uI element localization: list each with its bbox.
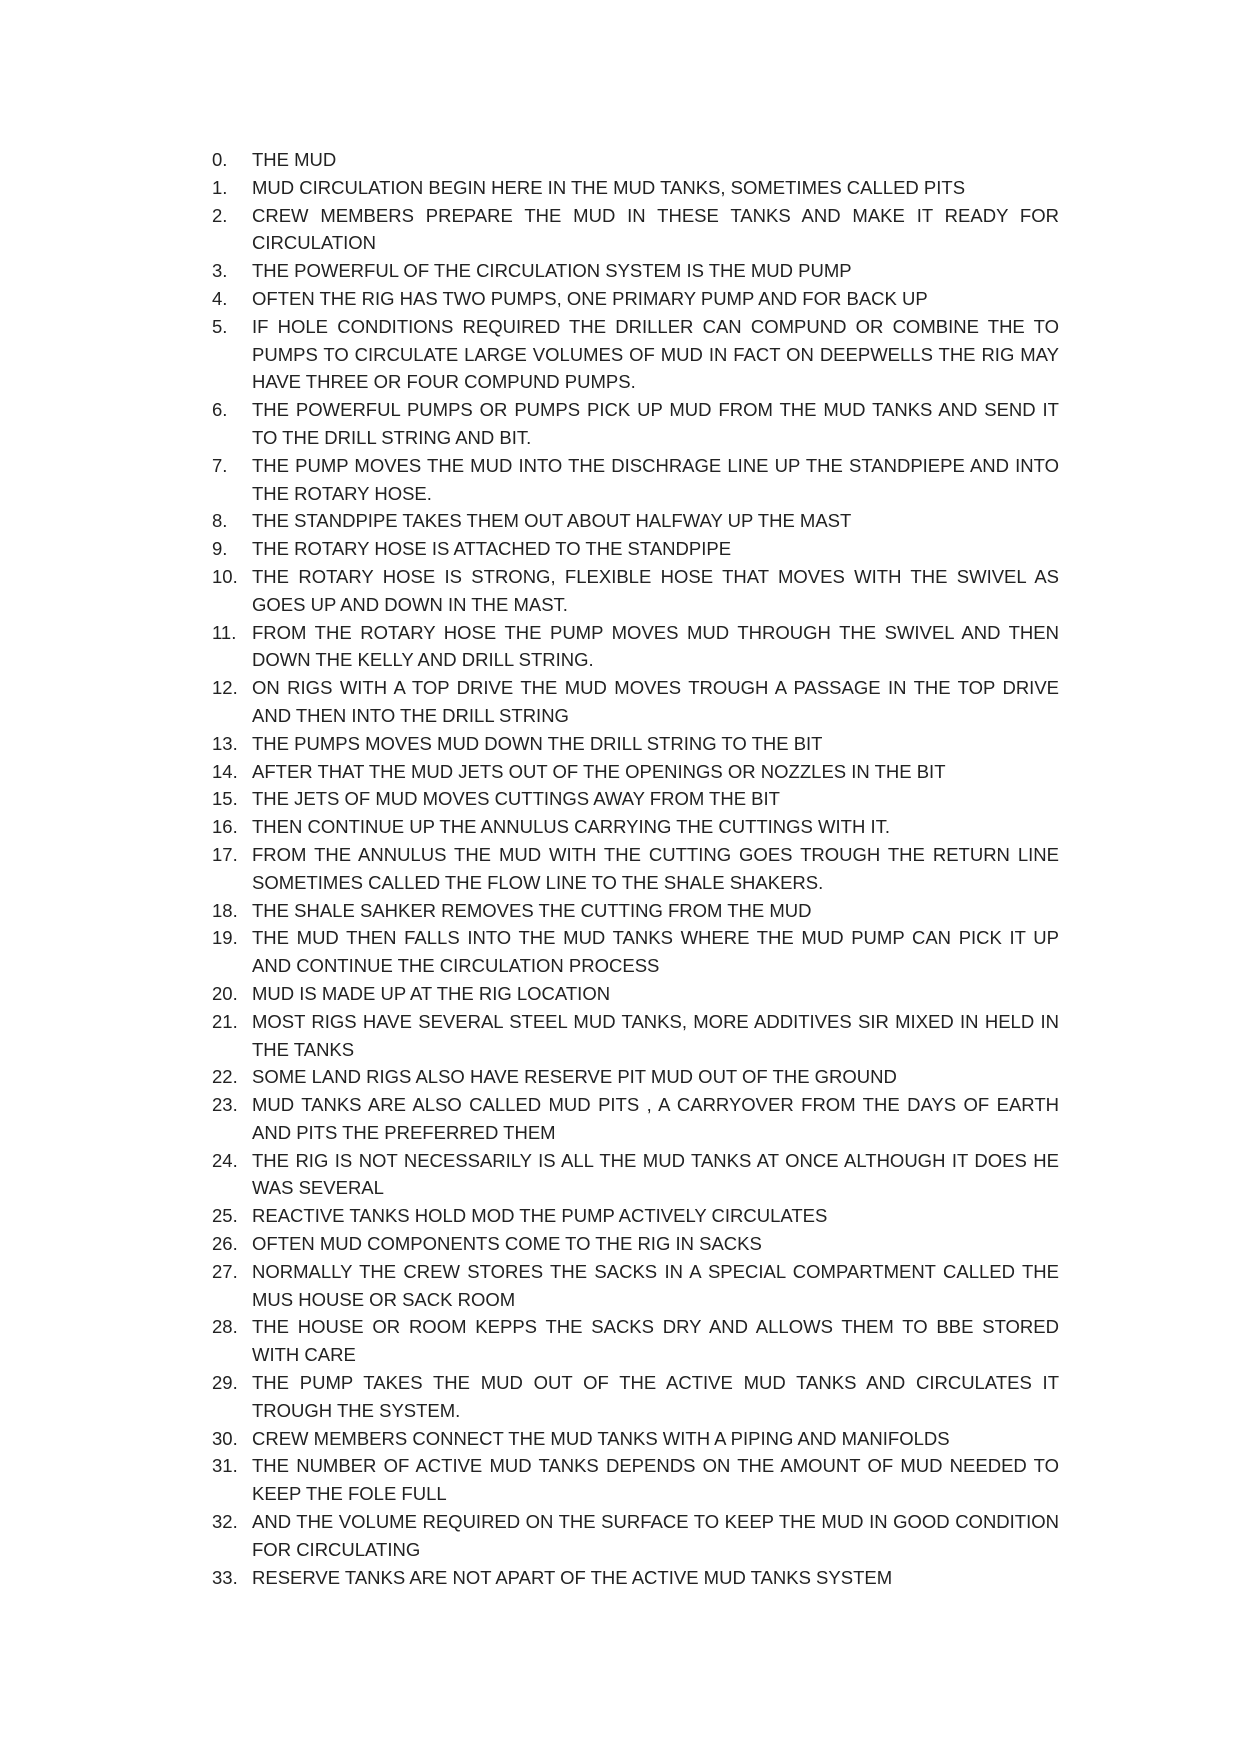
item-text: THE RIG IS NOT NECESSARILY IS ALL THE MUD TANKS AT ONCE ALTHOUGH IT DOES HE WAS SEVERAL <box>252 1149 1059 1199</box>
item-text: THE NUMBER OF ACTIVE MUD TANKS DEPENDS ON THE AMOUNT OF MUD NEEDED TO KEEP THE FOLE FULL <box>252 1455 1059 1505</box>
item-text: THE STANDPIPE TAKES THEM OUT ABOUT HALFWAY UP THE MAST <box>252 510 852 532</box>
list-item <box>212 535 1059 563</box>
item-text: THE ROTARY HOSE IS ATTACHED TO THE STANDPIPE <box>252 538 732 560</box>
numbered-list <box>212 146 1059 1591</box>
list-item <box>212 1008 1059 1064</box>
item-number: 25. <box>212 1205 238 1227</box>
list-item <box>212 1147 1059 1203</box>
item-number: 4. <box>212 287 228 309</box>
list-item <box>212 202 1059 258</box>
list-item <box>212 924 1059 980</box>
list-item <box>212 813 1059 841</box>
item-text: THE ROTARY HOSE IS STRONG, FLEXIBLE HOSE THAT MOVES WITH THE SWIVEL AS GOES UP AND DOWN IN THE MAST. <box>252 565 1059 615</box>
item-number: 2. <box>212 204 228 226</box>
item-number: 28. <box>212 1316 238 1338</box>
item-text: THE POWERFUL PUMPS OR PUMPS PICK UP MUD FROM THE MUD TANKS AND SEND IT TO THE DRILL STRING AND BIT. <box>252 399 1059 448</box>
list-item <box>212 1452 1059 1508</box>
item-number: 23. <box>212 1094 238 1116</box>
item-number: 11. <box>212 621 237 643</box>
item-number: 26. <box>212 1233 238 1255</box>
list-item <box>212 619 1059 675</box>
item-number: 33. <box>212 1566 238 1588</box>
item-number: 8. <box>212 510 228 532</box>
item-text: OFTEN MUD COMPONENTS COME TO THE RIG IN SACKS <box>252 1233 762 1255</box>
list-item <box>212 758 1059 786</box>
item-text: THE PUMP TAKES THE MUD OUT OF THE ACTIVE MUD TANKS AND CIRCULATES IT TROUGH THE SYSTEM. <box>252 1372 1059 1421</box>
item-number: 7. <box>212 454 228 476</box>
item-text: OFTEN THE RIG HAS TWO PUMPS, ONE PRIMARY PUMP AND FOR BACK UP <box>252 287 928 309</box>
item-text: THE POWERFUL OF THE CIRCULATION SYSTEM IS THE MUD PUMP <box>252 260 852 282</box>
list-item <box>212 1091 1059 1147</box>
item-text: CREW MEMBERS CONNECT THE MUD TANKS WITH A PIPING AND MANIFOLDS <box>252 1427 950 1449</box>
item-text: MOST RIGS HAVE SEVERAL STEEL MUD TANKS, MORE ADDITIVES SIR MIXED IN HELD IN THE TANKS <box>252 1010 1059 1060</box>
list-item <box>212 1258 1059 1314</box>
list-item <box>212 1230 1059 1258</box>
item-number: 3. <box>212 260 228 282</box>
item-number: 29. <box>212 1372 238 1394</box>
list-item <box>212 507 1059 535</box>
item-number: 14. <box>212 760 238 782</box>
list-item <box>212 730 1059 758</box>
list-item <box>212 980 1059 1008</box>
list-item <box>212 563 1059 619</box>
item-number: 5. <box>212 315 228 337</box>
item-number: 32. <box>212 1511 238 1533</box>
item-number: 19. <box>212 927 238 949</box>
item-text: ON RIGS WITH A TOP DRIVE THE MUD MOVES TROUGH A PASSAGE IN THE TOP DRIVE AND THEN INTO THE DRILL STRING <box>252 677 1059 726</box>
item-text: MUD TANKS ARE ALSO CALLED MUD PITS , A CARRYOVER FROM THE DAYS OF EARTH AND PITS THE PREFERRED THEM <box>252 1094 1059 1143</box>
list-item <box>212 1369 1059 1425</box>
item-text: FROM THE ANNULUS THE MUD WITH THE CUTTING GOES TROUGH THE RETURN LINE SOMETIMES CALLED THE FLOW LINE TO THE SHALE SHAKERS. <box>252 843 1059 893</box>
item-number: 30. <box>212 1427 238 1449</box>
item-number: 31. <box>212 1455 238 1477</box>
item-text: THE MUD <box>252 149 337 170</box>
list-item <box>212 897 1059 925</box>
item-number: 1. <box>212 176 228 198</box>
item-number: 20. <box>212 982 238 1004</box>
item-text: REACTIVE TANKS HOLD MOD THE PUMP ACTIVELY CIRCULATES <box>252 1205 828 1227</box>
item-number: 9. <box>212 538 228 560</box>
item-text: THE PUMP MOVES THE MUD INTO THE DISCHRAGE LINE UP THE STANDPIEPE AND INTO THE ROTARY HOSE. <box>252 454 1059 504</box>
item-number: 18. <box>212 899 238 921</box>
item-text: THE JETS OF MUD MOVES CUTTINGS AWAY FROM THE BIT <box>252 788 780 810</box>
item-text: MUD IS MADE UP AT THE RIG LOCATION <box>252 982 611 1004</box>
item-number: 16. <box>212 816 238 838</box>
list-item <box>212 1508 1059 1564</box>
item-number: 21. <box>212 1010 238 1032</box>
item-number: 10. <box>212 565 238 587</box>
item-text: NORMALLY THE CREW STORES THE SACKS IN A SPECIAL COMPARTMENT CALLED THE MUS HOUSE OR SACK ROOM <box>252 1260 1059 1310</box>
list-item <box>212 1313 1059 1369</box>
list-item <box>212 174 1059 202</box>
item-text: FROM THE ROTARY HOSE THE PUMP MOVES MUD THROUGH THE SWIVEL AND THEN DOWN THE KELLY AND DRILL STRING. <box>252 621 1059 671</box>
item-number: 22. <box>212 1066 238 1088</box>
item-text: THEN CONTINUE UP THE ANNULUS CARRYING THE CUTTINGS WITH IT. <box>252 816 890 838</box>
list-item <box>212 1202 1059 1230</box>
list-item <box>212 257 1059 285</box>
list-item <box>212 313 1059 396</box>
list-item <box>212 674 1059 730</box>
list-item <box>212 785 1059 813</box>
item-number: 17. <box>212 843 238 865</box>
list-item <box>212 1063 1059 1091</box>
item-number: 12. <box>212 677 238 699</box>
item-number: 15. <box>212 788 238 810</box>
list-item <box>212 841 1059 897</box>
list-item <box>212 285 1059 313</box>
list-item <box>212 1564 1059 1592</box>
item-text: CREW MEMBERS PREPARE THE MUD IN THESE TANKS AND MAKE IT READY FOR CIRCULATION <box>252 204 1059 254</box>
item-number: 27. <box>212 1260 238 1282</box>
item-text: MUD CIRCULATION BEGIN HERE IN THE MUD TANKS, SOMETIMES CALLED PITS <box>252 176 966 198</box>
item-number: 6. <box>212 399 228 421</box>
item-text: IF HOLE CONDITIONS REQUIRED THE DRILLER CAN COMPUND OR COMBINE THE TO PUMPS TO CIRCULATE LARGE VOLUMES OF MUD IN FACT ON DEEPWELLS THE RIG MAY HAVE THREE OR FOUR COMPUND PUMPS. <box>252 315 1059 393</box>
item-text: SOME LAND RIGS ALSO HAVE RESERVE PIT MUD OUT OF THE GROUND <box>252 1066 897 1088</box>
item-text: THE MUD THEN FALLS INTO THE MUD TANKS WHERE THE MUD PUMP CAN PICK IT UP AND CONTINUE THE CIRCULATION PROCESS <box>252 927 1059 977</box>
item-text: THE HOUSE OR ROOM KEPPS THE SACKS DRY AND ALLOWS THEM TO BBE STORED WITH CARE <box>252 1316 1059 1366</box>
list-item <box>212 146 1059 174</box>
list-item <box>212 396 1059 452</box>
item-text: AND THE VOLUME REQUIRED ON THE SURFACE TO KEEP THE MUD IN GOOD CONDITION FOR CIRCULATING <box>252 1511 1059 1560</box>
item-number: 24. <box>212 1149 238 1171</box>
item-text: THE PUMPS MOVES MUD DOWN THE DRILL STRING TO THE BIT <box>252 732 823 754</box>
list-item <box>212 452 1059 508</box>
item-number: 13. <box>212 732 238 754</box>
item-number: 0. <box>212 149 228 170</box>
item-text: THE SHALE SAHKER REMOVES THE CUTTING FROM THE MUD <box>252 899 812 921</box>
item-text: RESERVE TANKS ARE NOT APART OF THE ACTIVE MUD TANKS SYSTEM <box>252 1566 893 1588</box>
list-item <box>212 1425 1059 1453</box>
item-text: AFTER THAT THE MUD JETS OUT OF THE OPENINGS OR NOZZLES IN THE BIT <box>252 760 946 782</box>
